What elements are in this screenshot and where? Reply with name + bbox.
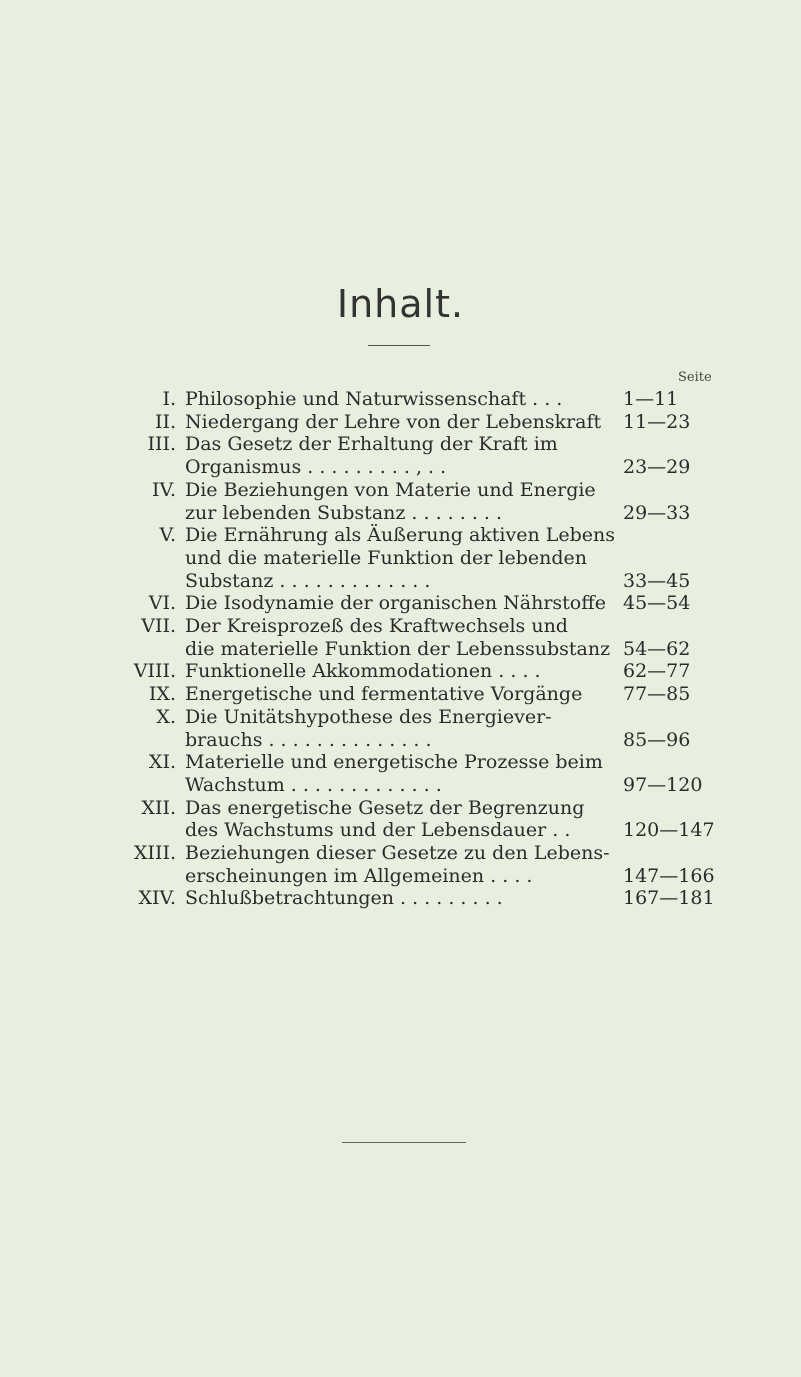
page-range: 62—77 [623, 660, 691, 683]
page-range: 85—96 [623, 728, 691, 751]
page-range: 1—11 [623, 388, 679, 410]
page-range: 45—54 [623, 592, 691, 615]
toc-entry [0, 751, 801, 796]
page-range: 120—147 [623, 819, 715, 842]
closing-rule [342, 1142, 466, 1143]
chapter-title-line: Materielle und energetische Prozesse beim [185, 751, 603, 774]
chapter-number: II. [154, 410, 176, 433]
toc-entry [0, 615, 801, 660]
chapter-title-line: Die Beziehungen von Materie und Energie [185, 478, 596, 501]
page-range: 11—23 [623, 410, 691, 433]
chapter-title [185, 683, 663, 706]
toc-entry [0, 683, 801, 706]
chapter-title [185, 751, 663, 796]
chapter-number: VI. [148, 592, 176, 615]
chapter-title-line: Die Ernährung als Äußerung aktiven Lebens [185, 524, 616, 547]
chapter-title-line: Wachstum . . . . . . . . . . . . . [185, 773, 442, 796]
chapter-title-line: Die Unitätshypothese des Energiever- [185, 705, 552, 728]
chapter-title [185, 433, 663, 478]
page-range: 97—120 [623, 773, 703, 796]
chapter-number: V. [159, 524, 176, 547]
chapter-number: X. [156, 705, 176, 728]
chapter-title-line: Philosophie und Naturwissenschaft . . . [185, 388, 563, 410]
chapter-number: IX. [148, 683, 176, 706]
page-range: 33—45 [623, 569, 691, 592]
title-rule [368, 345, 430, 346]
page-range: 54—62 [623, 637, 691, 660]
toc-entry [0, 479, 801, 524]
chapter-title-line: Beziehungen dieser Gesetze zu den Lebens- [185, 842, 610, 865]
chapter-title-line: Funktionelle Akkommodationen . . . . [185, 660, 541, 683]
page-column-header: Seite [678, 370, 712, 385]
chapter-title [185, 524, 663, 592]
page-range: 167—181 [623, 887, 715, 910]
chapter-title-line: Energetische und fermentative Vorgänge [185, 683, 583, 706]
chapter-title [185, 615, 663, 660]
chapter-title [185, 797, 663, 842]
chapter-title [185, 842, 663, 887]
chapter-title [185, 479, 663, 524]
chapter-title-line: Niedergang der Lehre von der Lebenskraft [185, 410, 602, 433]
chapter-number: XII. [141, 796, 176, 819]
toc-entry [0, 706, 801, 751]
chapter-title [185, 887, 663, 910]
chapter-title-line: Das energetische Gesetz der Begrenzung [185, 796, 585, 819]
chapter-title-line: Organismus . . . . . . . . . , . . [185, 456, 447, 479]
table-of-contents [0, 388, 801, 910]
chapter-number: IV. [152, 478, 176, 501]
page-range: 23—29 [623, 456, 691, 479]
toc-entry [0, 433, 801, 478]
chapter-title [185, 660, 663, 683]
chapter-title [185, 706, 663, 751]
page-range: 77—85 [623, 683, 691, 706]
chapter-title-line: Schlußbetrachtungen . . . . . . . . . [185, 887, 503, 910]
chapter-title-line: zur lebenden Substanz . . . . . . . . [185, 501, 503, 524]
chapter-title-line: Das Gesetz der Erhaltung der Kraft im [185, 433, 558, 456]
toc-entry [0, 842, 801, 887]
toc-entry [0, 660, 801, 683]
chapter-title-line: Substanz . . . . . . . . . . . . . [185, 569, 431, 592]
toc-entry [0, 411, 801, 434]
toc-entry [0, 388, 801, 411]
chapter-title [185, 388, 663, 411]
chapter-title [185, 411, 663, 434]
toc-entry [0, 797, 801, 842]
page-range: 147—166 [623, 864, 715, 887]
toc-entry [0, 592, 801, 615]
chapter-number: I. [162, 388, 176, 410]
toc-entry [0, 887, 801, 910]
chapter-title [185, 592, 663, 615]
chapter-title-line: brauchs . . . . . . . . . . . . . . [185, 728, 432, 751]
toc-entry [0, 524, 801, 592]
chapter-number: III. [147, 433, 176, 456]
chapter-title-line: Die Isodynamie der organischen Nährstoffe [185, 592, 606, 615]
chapter-number: XIII. [133, 842, 176, 865]
chapter-number: XIV. [138, 887, 176, 910]
chapter-number: VIII. [133, 660, 176, 683]
chapter-title-line: die materielle Funktion der Lebenssubstanz [185, 637, 611, 660]
chapter-title-line: erscheinungen im Allgemeinen . . . . [185, 864, 533, 887]
page-title: Inhalt. [336, 282, 465, 326]
chapter-title-line: Der Kreisprozeß des Kraftwechsels und [185, 615, 568, 638]
chapter-number: XI. [148, 751, 176, 774]
chapter-number: VII. [141, 615, 176, 638]
chapter-title-line: und die materielle Funktion der lebenden [185, 546, 587, 569]
page-range: 29—33 [623, 501, 691, 524]
chapter-title-line: des Wachstums und der Lebensdauer . . [185, 819, 571, 842]
